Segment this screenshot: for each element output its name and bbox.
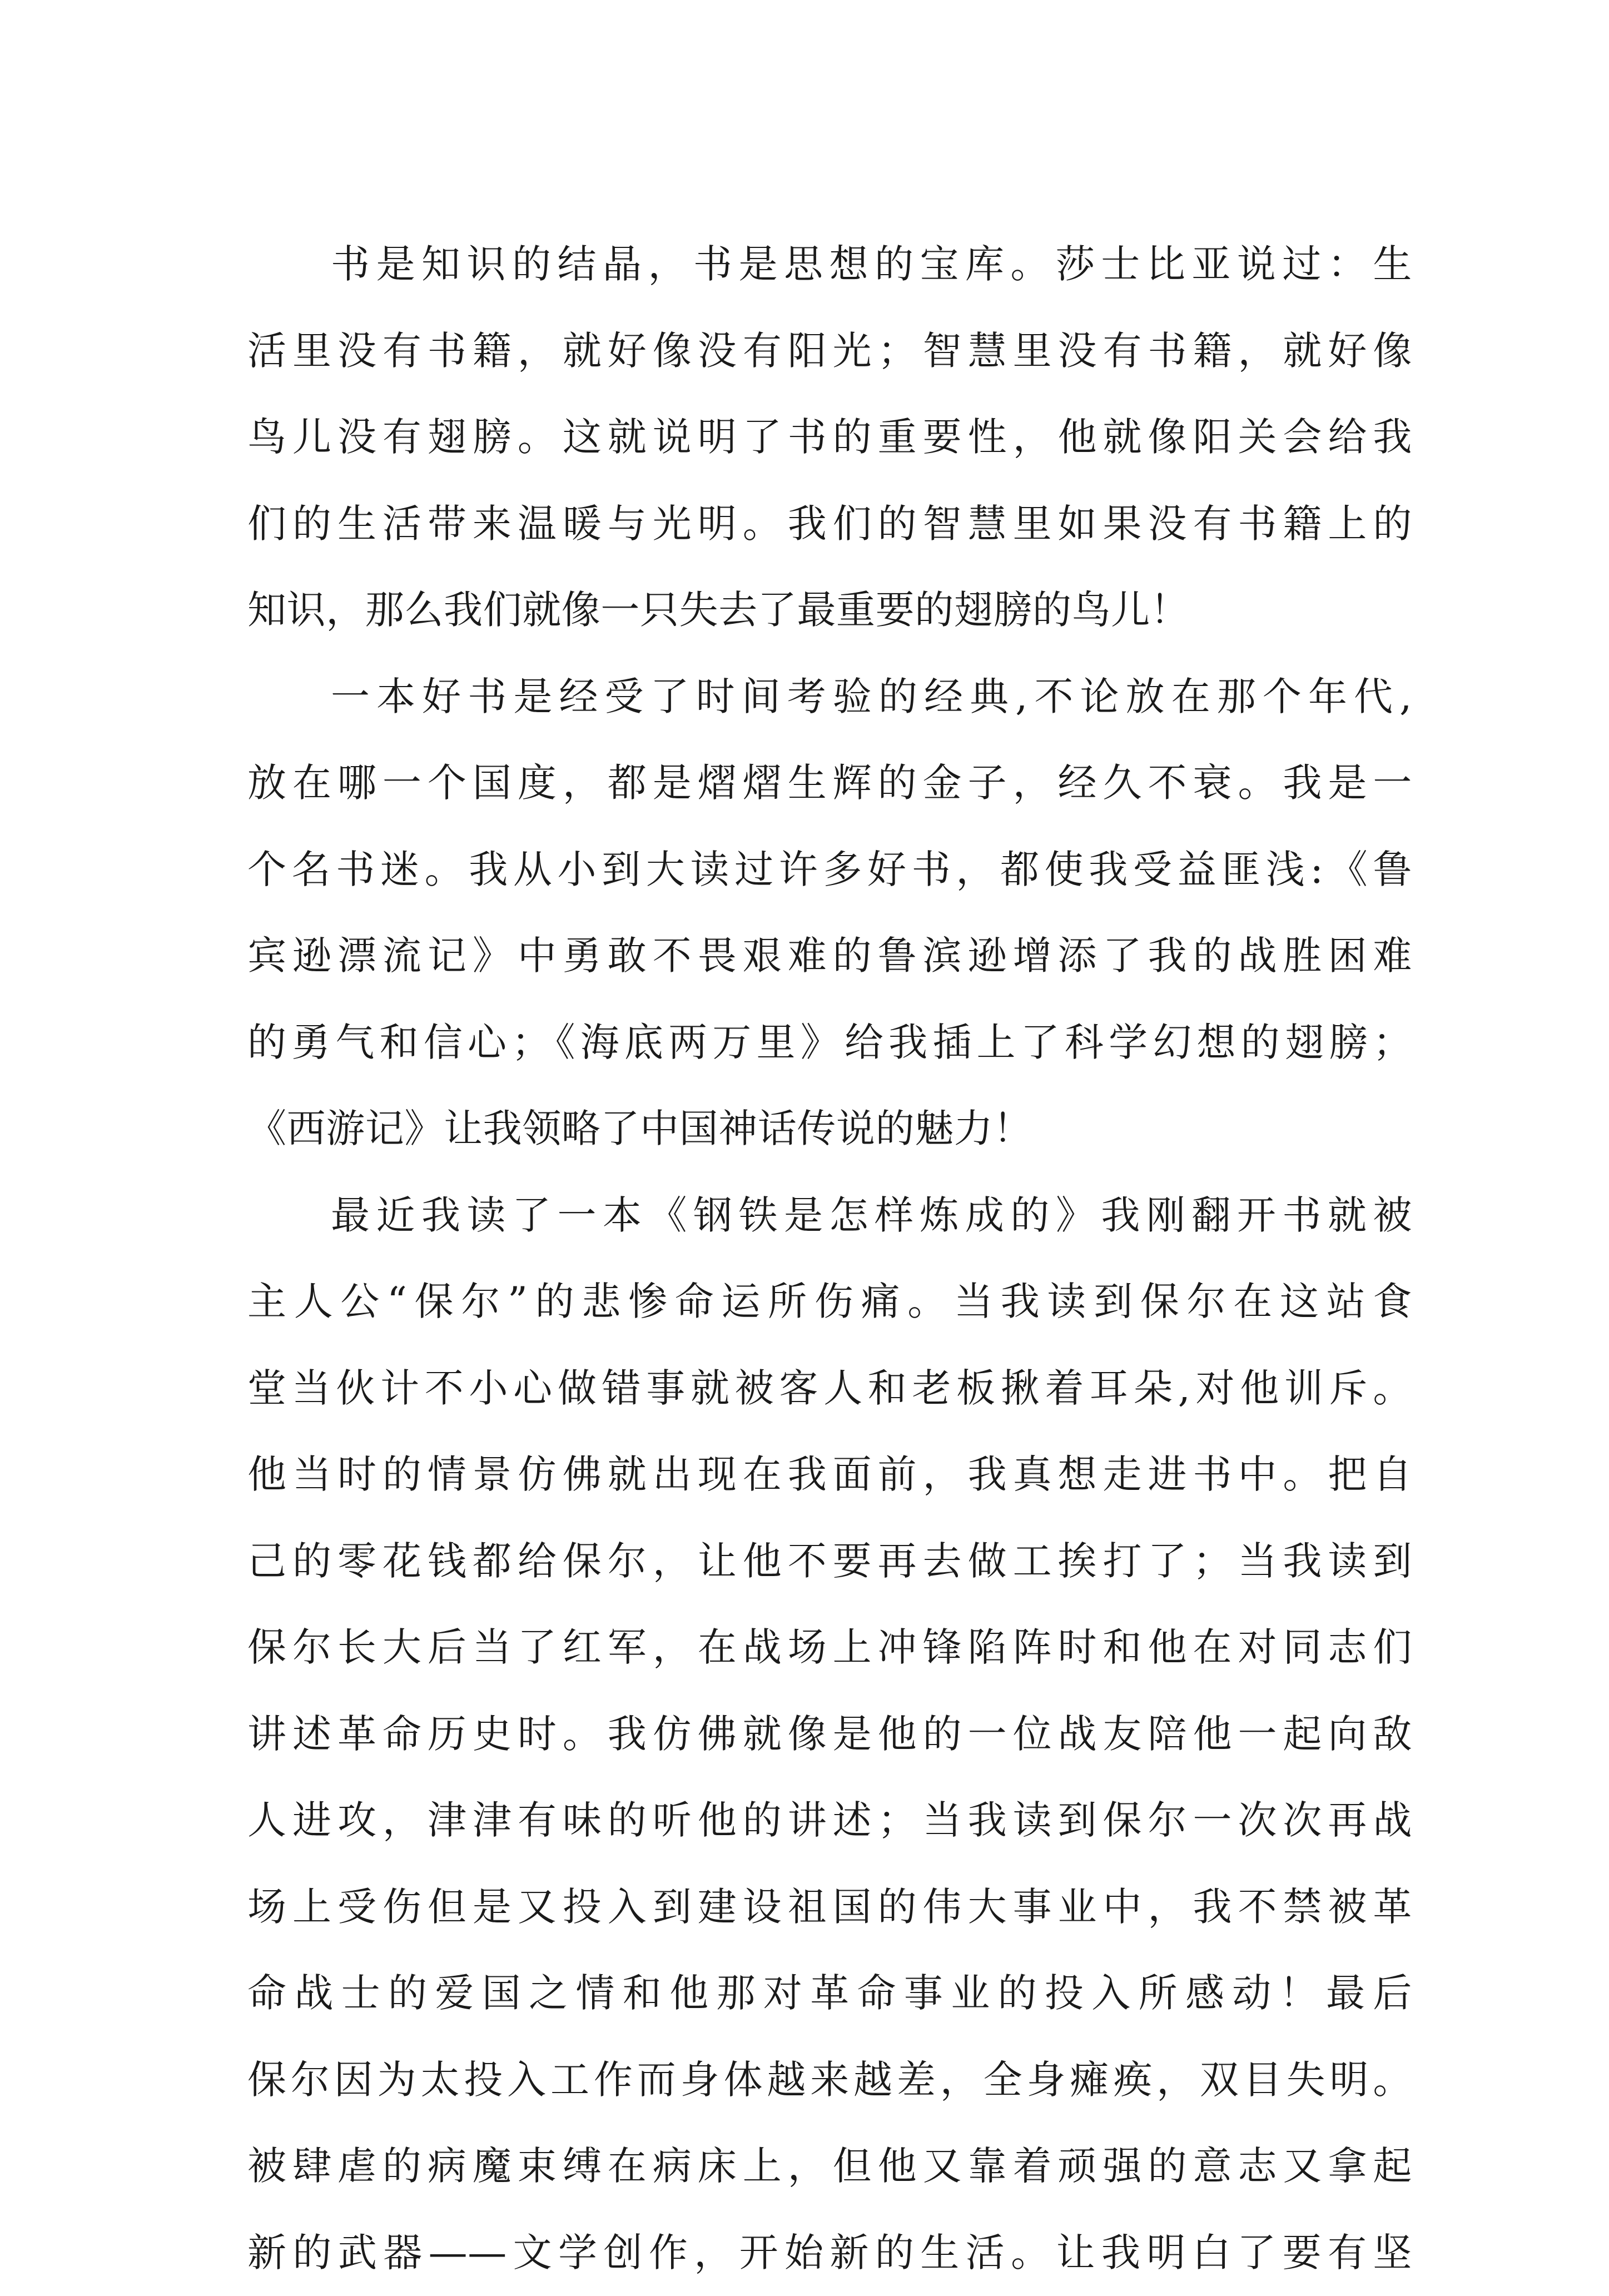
paragraph-3-line-5: 己的零花钱都给保尔，让他不要再去做工挨打了；当我读到 (247, 1518, 1412, 1605)
paragraph-3-line-10: 命战士的爱国之情和他那对革命事业的投入所感动！最后 (247, 1950, 1412, 2037)
paragraph-3-line-11: 保尔因为太投入工作而身体越来越差，全身瘫痪，双目失明。 (247, 2037, 1412, 2124)
paragraph-1-line-3: 鸟儿没有翅膀。这就说明了书的重要性，他就像阳关会给我 (247, 394, 1412, 481)
paragraph-3-line-2: 主人公“保尔”的悲惨命运所伤痛。当我读到保尔在这站食 (247, 1259, 1412, 1345)
paragraph-2-line-6: 《西游记》让我领略了中国神话传说的魅力！ (247, 1086, 1412, 1172)
paragraph-2-line-4: 宾逊漂流记》中勇敢不畏艰难的鲁滨逊增添了我的战胜困难 (247, 913, 1412, 1000)
paragraph-1-line-1: 书是知识的结晶，书是思想的宝库。莎士比亚说过：生 (247, 221, 1412, 308)
paragraph-3-line-12: 被肆虐的病魔束缚在病床上，但他又靠着顽强的意志又拿起 (247, 2123, 1412, 2210)
paragraph-3-line-9: 场上受伤但是又投入到建设祖国的伟大事业中，我不禁被革 (247, 1864, 1412, 1951)
paragraph-3-line-3: 堂当伙计不小心做错事就被客人和老板揪着耳朵,对他训斥。 (247, 1345, 1412, 1432)
paragraph-3-line-6: 保尔长大后当了红军，在战场上冲锋陷阵时和他在对同志们 (247, 1604, 1412, 1691)
paragraph-1-line-2: 活里没有书籍，就好像没有阳光；智慧里没有书籍，就好像 (247, 308, 1412, 395)
paragraph-3-line-4: 他当时的情景仿佛就出现在我面前，我真想走进书中。把自 (247, 1432, 1412, 1518)
paragraph-3-line-8: 人进攻，津津有味的听他的讲述；当我读到保尔一次次再战 (247, 1777, 1412, 1864)
paragraph-3-line-13: 新的武器——文学创作，开始新的生活。让我明白了要有坚 (247, 2210, 1412, 2296)
paragraph-2-line-2: 放在哪一个国度，都是熠熠生辉的金子，经久不衰。我是一 (247, 740, 1412, 827)
paragraph-3-line-7: 讲述革命历史时。我仿佛就像是他的一位战友陪他一起向敌 (247, 1691, 1412, 1778)
paragraph-2-line-1: 一本好书是经受了时间考验的经典,不论放在那个年代, (247, 654, 1412, 741)
paragraph-1-line-4: 们的生活带来温暖与光明。我们的智慧里如果没有书籍上的 (247, 481, 1412, 568)
paragraph-3-line-1: 最近我读了一本《钢铁是怎样炼成的》我刚翻开书就被 (247, 1172, 1412, 1259)
paragraph-2-line-5: 的勇气和信心；《海底两万里》给我插上了科学幻想的翅膀； (247, 1000, 1412, 1086)
body-text (247, 221, 1412, 2296)
paragraph-1-line-5: 知识，那么我们就像一只失去了最重要的翅膀的鸟儿！ (247, 567, 1412, 654)
paragraph-2-line-3: 个名书迷。我从小到大读过许多好书，都使我受益匪浅:《鲁 (247, 827, 1412, 913)
